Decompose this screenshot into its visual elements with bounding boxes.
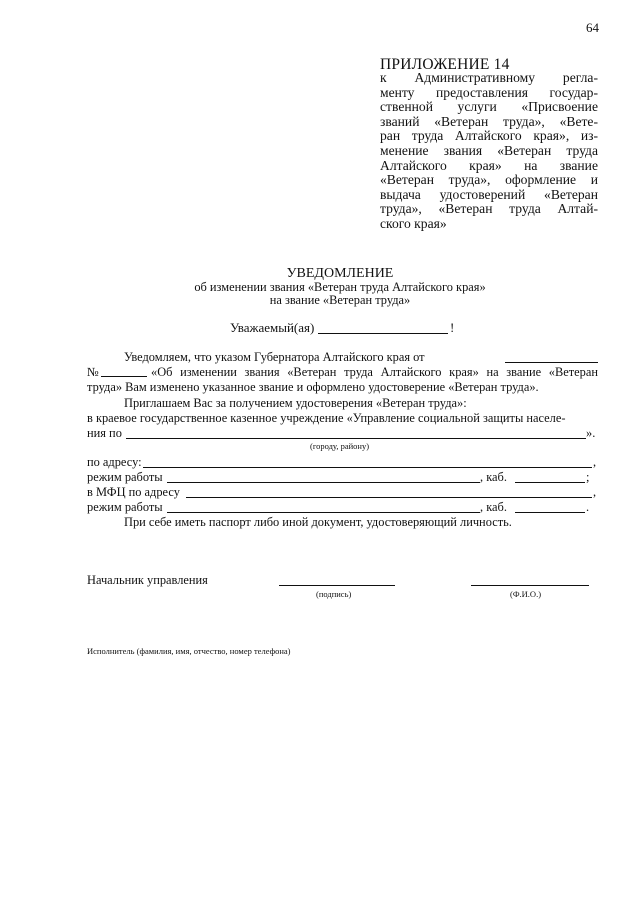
- punctuation: ».: [586, 426, 596, 440]
- appendix-line: Алтайского края» на звание: [380, 157, 598, 173]
- appendix-reference: [380, 71, 598, 232]
- notice-subtitle: на звание «Ветеран труда»: [269, 293, 411, 307]
- paragraph-decree: труда» Вам изменено указанное звание и оформлено удостоверение «Ветеран труда».: [87, 380, 539, 394]
- greeting-label: Уважаемый(ая): [230, 320, 315, 335]
- mfc-hours-field: [167, 512, 480, 513]
- appendix-line: выдача удостоверений «Ветеран: [380, 186, 598, 202]
- paragraph-decree: «Об изменении звания «Ветеран труда Алтайского края» на звание «Ветеран: [151, 365, 598, 379]
- paragraph-institution: в краевое государственное казенное учреждение «Управление социальной защиты населе-: [87, 411, 566, 425]
- decree-date-field: [505, 362, 598, 363]
- address-label: по адресу:: [87, 455, 142, 469]
- punctuation: .: [586, 500, 590, 514]
- head-label: Начальник управления: [87, 573, 208, 587]
- appendix-line: званий «Ветеран труда», «Вете-: [380, 113, 598, 129]
- recipient-name-field: [318, 333, 448, 334]
- appendix-line: ственной услуги «Присвоение: [380, 99, 598, 115]
- full-name-field: [471, 585, 589, 586]
- institution-city-field: [126, 438, 586, 439]
- decree-number-label: №: [87, 365, 99, 379]
- page-number: 64: [586, 20, 599, 35]
- appendix-line: менту предоставления государ-: [380, 84, 598, 100]
- signature-field: [279, 585, 395, 586]
- address-field: [143, 467, 592, 468]
- hours-label: режим работы: [87, 470, 163, 484]
- mfc-address-field: [186, 497, 592, 498]
- paragraph-decree: Уведомляем, что указом Губернатора Алтайского края от: [124, 350, 425, 364]
- appendix-line: ран труда Алтайского края», из-: [380, 128, 598, 144]
- paragraph-invitation: Приглашаем Вас за получением удостоверения «Ветеран труда»:: [124, 396, 467, 410]
- hours-field: [167, 482, 480, 483]
- notice-title: УВЕДОМЛЕНИЕ: [286, 266, 394, 281]
- punctuation: ,: [593, 485, 597, 499]
- appendix-line: «Ветеран труда», оформление и: [380, 172, 598, 188]
- appendix-line: к Административному регла-: [380, 70, 598, 85]
- appendix-line: ского края»: [380, 215, 447, 231]
- mfc-hours-label: режим работы: [87, 500, 163, 514]
- appendix-line: труда», «Ветеран труда Алтай-: [380, 201, 598, 217]
- full-name-caption: (Ф.И.О.): [510, 589, 542, 599]
- signature-caption: (подпись): [316, 589, 352, 599]
- city-caption: (городу, району): [310, 441, 370, 451]
- cabinet-label: , каб.: [480, 470, 507, 484]
- notice-subtitle: об изменении звания «Ветеран труда Алтайского края»: [194, 280, 486, 294]
- decree-number-field: [101, 376, 147, 377]
- appendix-title: ПРИЛОЖЕНИЕ 14: [380, 56, 510, 73]
- mfc-cabinet-label: , каб.: [480, 500, 507, 514]
- punctuation: ,: [593, 455, 597, 469]
- institution-city-label: ния по: [87, 426, 122, 440]
- cabinet-field: [515, 482, 585, 483]
- paragraph-passport: При себе иметь паспорт либо иной документ, удостоверяющий личность.: [124, 515, 512, 529]
- mfc-cabinet-field: [515, 512, 585, 513]
- appendix-line: менение звания «Ветеран труда: [380, 142, 598, 158]
- punctuation: ;: [586, 470, 590, 484]
- mfc-address-label: в МФЦ по адресу: [87, 485, 180, 499]
- greeting-end: !: [450, 320, 455, 335]
- executor-label: Исполнитель (фамилия, имя, отчество, номер телефона): [87, 646, 291, 656]
